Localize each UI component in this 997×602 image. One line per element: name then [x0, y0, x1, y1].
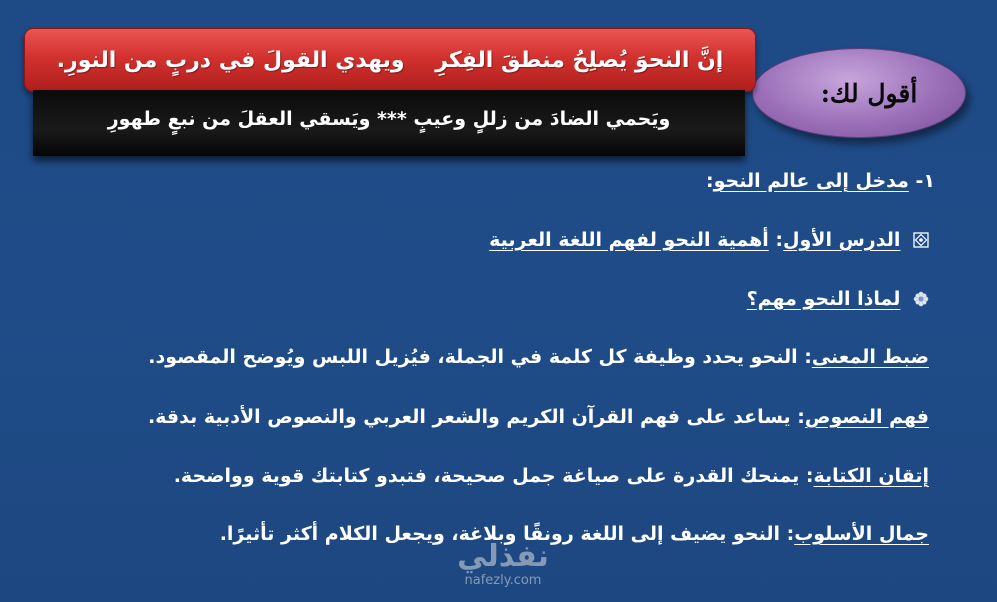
point-item [174, 465, 929, 487]
section-heading [706, 170, 935, 192]
lesson-colon: : [775, 229, 784, 251]
point-text: : يساعد على فهم القرآن الكريم والشعر العربي والنصوص الأدبية بدقة. [147, 406, 805, 428]
point-term: فهم النصوص [804, 406, 929, 428]
lesson-title: أهمية النحو لفهم اللغة العربية [489, 229, 769, 251]
section-number: ١- [915, 170, 935, 192]
lesson-label: الدرس الأول [783, 229, 901, 251]
watermark-latin: nafezly.com [464, 573, 542, 588]
poem-banner-black [33, 90, 745, 156]
point-item [220, 523, 929, 545]
badge-ellipse [752, 48, 966, 138]
poem-banner-red [24, 28, 756, 92]
watermark-logo [438, 540, 568, 600]
ornament-bullet-icon [913, 232, 929, 248]
point-text: : النحو يحدد وظيفة كل كلمة في الجملة، فيُزيل اللبس ويُوضح المقصود. [148, 346, 812, 368]
question-heading [747, 288, 929, 310]
badge-text: أقول لك: [820, 78, 918, 108]
question-text: لماذا النحو مهم؟ [746, 288, 901, 310]
point-text: : يمنحك القدرة على صياغة جمل صحيحة، فتبدو كتابتك قوية وواضحة. [173, 465, 814, 487]
point-text: : النحو يضيف إلى اللغة رونقًا وبلاغة، ويجعل الكلام أكثر تأثيرًا. [219, 523, 795, 545]
poem-line-2: ويَحمي الضادَ من زللٍ وعيبٍ *** ويَسقي العقلَ من نبعٍ طهورِ [107, 108, 671, 130]
point-item [148, 406, 929, 428]
section-title: مدخل إلى عالم النحو [713, 170, 909, 192]
poem-line-1: إنَّ النحوَ يُصلِحُ منطقَ الفِكرِ ويهدي القولَ في دربٍ من النورِ. [56, 47, 724, 73]
lesson-heading [489, 229, 929, 251]
point-item [148, 346, 929, 368]
flower-bullet-icon [913, 291, 929, 307]
point-term: ضبط المعنى [811, 346, 929, 368]
watermark-arabic: نفذلي [457, 539, 549, 574]
point-term: إتقان الكتابة [813, 465, 929, 487]
point-term: جمال الأسلوب [794, 523, 929, 545]
section-colon: : [706, 170, 714, 192]
